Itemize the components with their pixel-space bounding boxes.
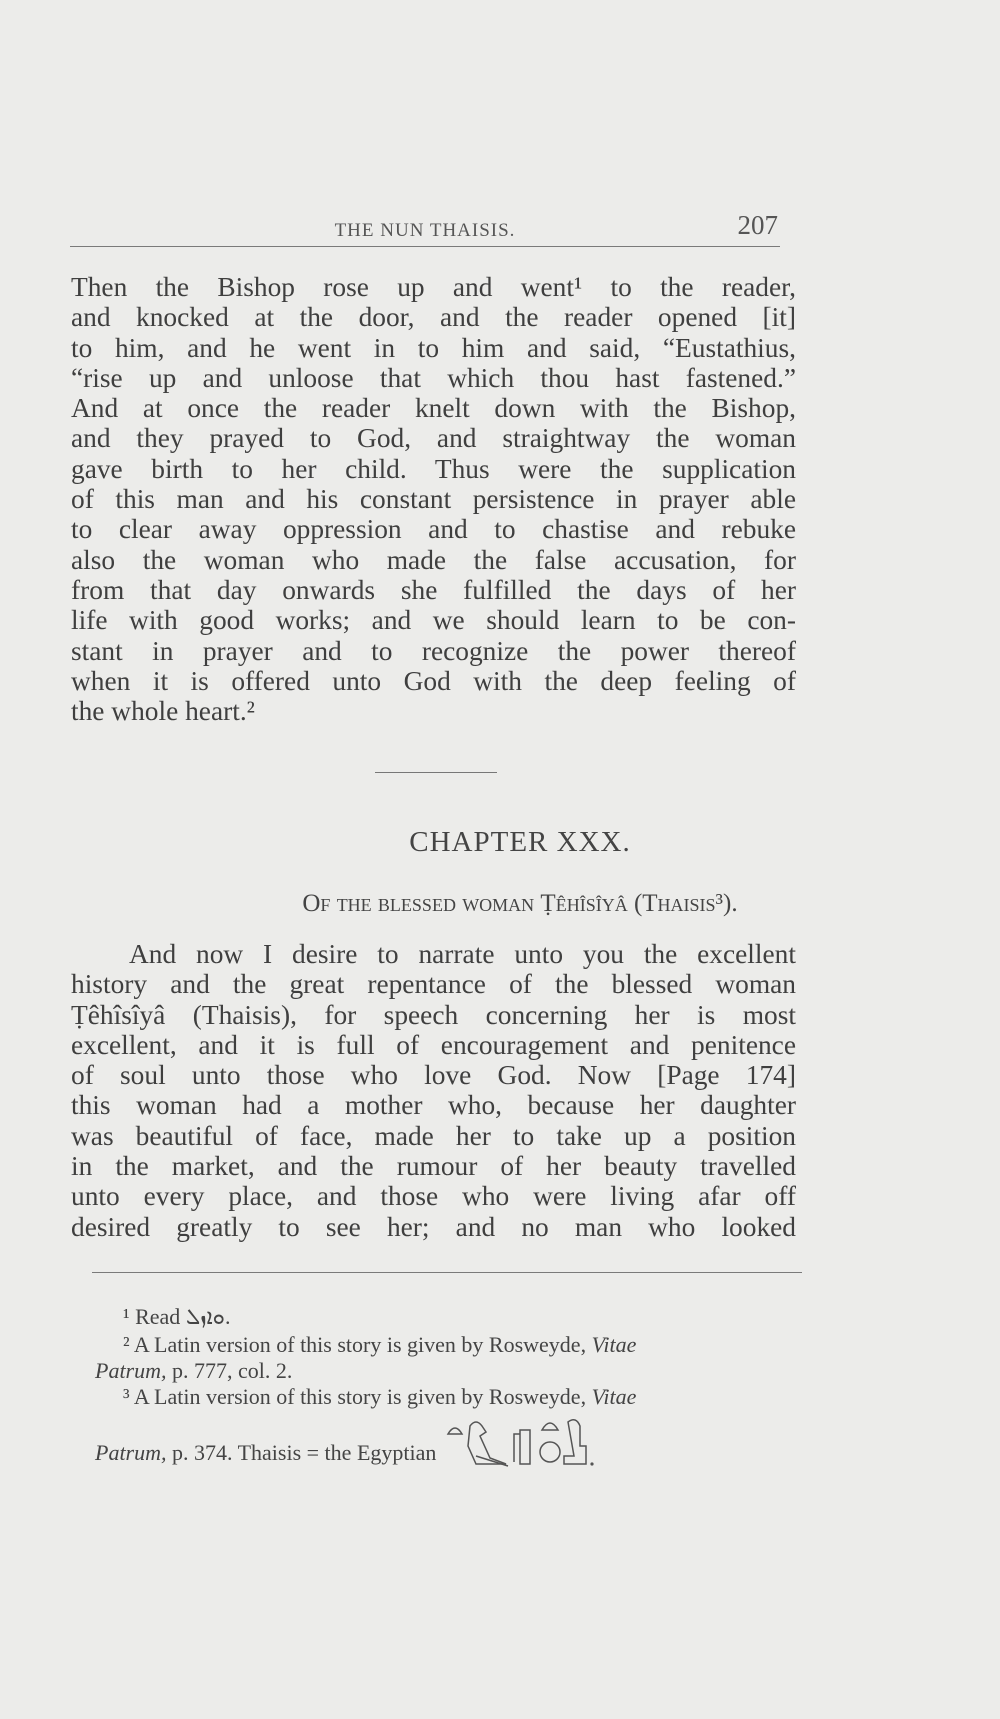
text-line: also the woman who made the false accusation, for: [71, 544, 796, 575]
footnote-2: [95, 1332, 805, 1358]
text-line: history and the great repentance of the blessed woman: [71, 969, 796, 1000]
text-line: “rise up and unloose that which thou hast fastened.”: [71, 362, 796, 393]
text-line: the whole heart.²: [71, 696, 255, 727]
footnote-2-ref: p. 777, col. 2.: [172, 1358, 293, 1383]
text-line: gave birth to her child. Thus were the supplication: [71, 453, 796, 484]
text-line: to him, and he went in to him and said, “Eustathius,: [71, 332, 796, 363]
text-line: was beautiful of face, made her to take up a position: [71, 1120, 796, 1151]
footnote-3: [95, 1384, 805, 1410]
footnote-3-cont: [95, 1412, 805, 1470]
footnote-2-text: ² A Latin version of this story is given by Rosweyde,: [123, 1332, 587, 1357]
footnote-rule: [92, 1272, 802, 1273]
footnote-3-work-cont: Patrum,: [95, 1440, 167, 1465]
running-head-title: THE NUN THAISIS.: [334, 220, 516, 241]
text-line: stant in prayer and to recognize the power thereof: [71, 635, 796, 666]
text-line: and knocked at the door, and the reader opened [it]: [71, 302, 796, 333]
footnote-1: ¹ Read ܘܐܙܠ.: [123, 1304, 231, 1329]
footnote-3-text: ³ A Latin version of this story is given by Rosweyde,: [123, 1384, 587, 1409]
text-line: desired greatly to see her; and no man who looked: [71, 1211, 796, 1242]
paragraph-continuation: [71, 272, 796, 726]
footnotes: [95, 1304, 805, 1470]
footnote-2-work: Vitae: [591, 1332, 637, 1357]
footnote-3-work: Vitae: [591, 1384, 637, 1409]
text-line: And at once the reader knelt down with the Bishop,: [71, 393, 796, 424]
chapter-subtitle: Of the blessed woman Ṭêhîsîyâ (Thaisis³).: [302, 890, 738, 917]
text-line: from that day onwards she fulfilled the days of her: [71, 574, 796, 605]
text-line: in the market, and the rumour of her beauty travelled: [71, 1151, 796, 1182]
text-line: life with good works; and we should learn to be con-: [71, 605, 796, 636]
text-line: unto every place, and those who were living afar off: [71, 1181, 796, 1212]
text-line: when it is offered unto God with the deep feeling of: [71, 665, 796, 696]
text-line: And now I desire to narrate unto you the excellent: [129, 939, 796, 969]
footnote-2-work-cont: Patrum,: [95, 1358, 167, 1383]
running-head: [70, 206, 780, 247]
text-line: Ṭêhîsîyâ (Thaisis), for speech concerning her is most: [71, 999, 796, 1030]
text-line: excellent, and it is full of encouragement and penitence: [71, 1029, 796, 1060]
text-line: of soul unto those who love God. Now [Page 174]: [71, 1060, 796, 1091]
page-number: 207: [737, 210, 778, 240]
hieroglyph-icon: [446, 1412, 596, 1470]
chapter-title: CHAPTER XXX.: [409, 826, 631, 858]
footnote-3-ref: p. 374. Thaisis = the Egyptian: [172, 1440, 437, 1465]
text-line: and they prayed to God, and straightway the woman: [71, 423, 796, 454]
text-line: this woman had a mother who, because her daughter: [71, 1090, 796, 1121]
footnote-2-cont: [95, 1358, 805, 1384]
section-separator: [375, 772, 497, 773]
text-line: to clear away oppression and to chastise and rebuke: [71, 514, 796, 545]
text-line: Then the Bishop rose up and went¹ to the reader,: [71, 272, 796, 302]
chapter-paragraph: [71, 939, 796, 1242]
text-line: of this man and his constant persistence in prayer able: [71, 484, 796, 515]
